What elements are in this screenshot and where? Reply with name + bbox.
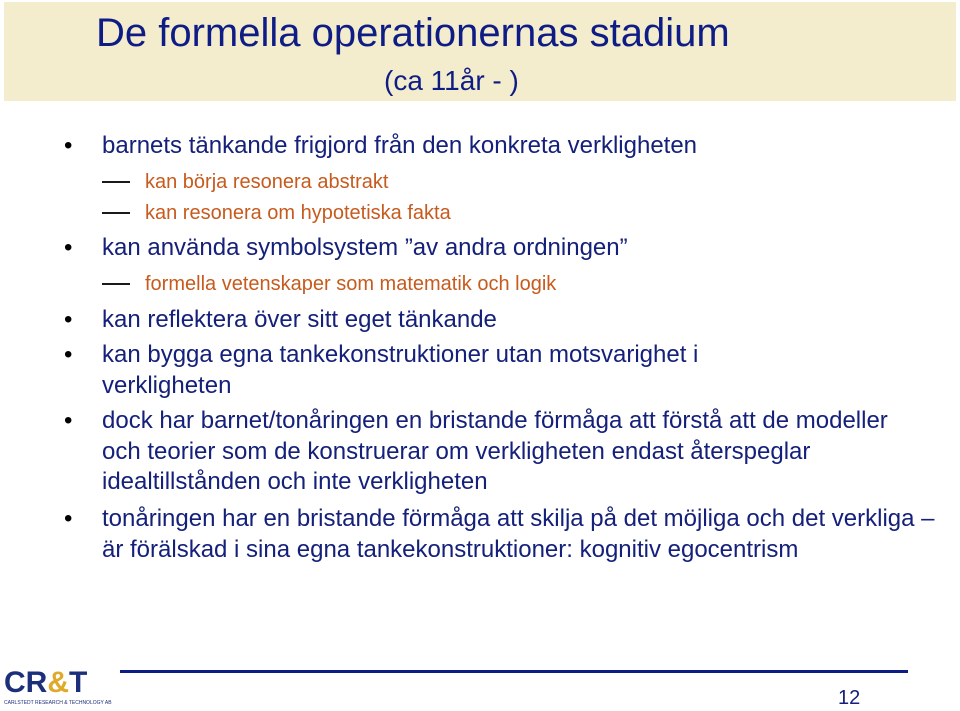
page-number: 12 bbox=[838, 687, 861, 709]
bullet-item bbox=[64, 233, 952, 264]
bullet-text: dock har barnet/tonåringen en bristande förmåga att förstå att de modeller och teorier som de konstruerar om verkligheten endast återspeglar idealtillstånden och inte verkligheten bbox=[102, 407, 888, 495]
bullet-item bbox=[64, 504, 942, 565]
bullet-icon: • bbox=[64, 407, 73, 434]
sub-bullet-item bbox=[145, 170, 925, 194]
bullet-icon: • bbox=[64, 505, 73, 532]
logo-ampersand: & bbox=[47, 666, 70, 699]
bullet-item bbox=[64, 305, 952, 336]
logo-t: T bbox=[69, 666, 88, 699]
sub-bullet-text: kan resonera om hypotetiska fakta bbox=[145, 202, 451, 224]
footer-divider bbox=[120, 670, 908, 673]
dash-icon bbox=[102, 181, 130, 183]
bullet-text: barnets tänkande frigjord från den konkreta verkligheten bbox=[102, 132, 698, 159]
dash-icon bbox=[102, 212, 130, 214]
logo-cr: CR bbox=[4, 666, 48, 699]
sub-bullet-text: formella vetenskaper som matematik och logik bbox=[145, 273, 557, 295]
sub-bullet-text: kan börja resonera abstrakt bbox=[145, 171, 389, 193]
slide-subtitle: (ca 11år - ) bbox=[384, 65, 519, 96]
logo-wordmark bbox=[4, 667, 87, 699]
bullet-text: kan bygga egna tankekonstruktioner utan motsvarighet i verkligheten bbox=[102, 341, 699, 399]
sub-bullet-item bbox=[145, 201, 925, 225]
bullet-item bbox=[64, 340, 822, 401]
bullet-text: tonåringen har en bristande förmåga att skilja på det möjliga och det verkliga – är förälskad i sina egna tankekonstruktioner: kognitiv egocentrism bbox=[102, 505, 935, 563]
bullet-icon: • bbox=[64, 234, 73, 261]
sub-bullet-item bbox=[145, 272, 925, 296]
bullet-text: kan reflektera över sitt eget tänkande bbox=[102, 306, 497, 333]
bullet-icon: • bbox=[64, 341, 73, 368]
bullet-item bbox=[64, 131, 952, 162]
bullet-item bbox=[64, 406, 902, 498]
bullet-text: kan använda symbolsystem ”av andra ordningen” bbox=[102, 234, 628, 261]
bullet-icon: • bbox=[64, 306, 73, 333]
logo-tagline: CARLSTEDT RESEARCH & TECHNOLOGY AB bbox=[4, 700, 112, 706]
dash-icon bbox=[102, 283, 130, 285]
company-logo bbox=[4, 666, 112, 711]
slide-title: De formella operationernas stadium bbox=[96, 11, 730, 55]
bullet-icon: • bbox=[64, 132, 73, 159]
